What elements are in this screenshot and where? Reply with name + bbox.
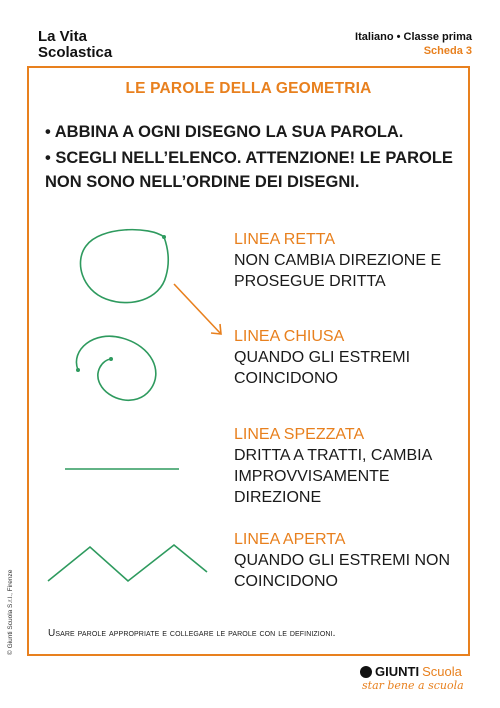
subject-label: Italiano • Classe prima [355, 31, 472, 43]
term-linea-chiusa [234, 326, 474, 389]
term-name: LINEA CHIUSA [234, 328, 345, 345]
publisher-name-b: Scuola [422, 664, 462, 679]
term-linea-spezzata [234, 424, 474, 508]
arrow-icon [174, 284, 221, 334]
open-line-dot-start [76, 368, 80, 372]
term-name: LINEA SPEZZATA [234, 426, 365, 443]
open-line-drawing [76, 336, 155, 400]
term-name: LINEA APERTA [234, 531, 346, 548]
instruction-1: • ABBINA A OGNI DISEGNO LA SUA PAROLA. [45, 123, 404, 141]
broken-line-drawing [48, 545, 207, 581]
worksheet-title: LE PAROLE DELLA GEOMETRIA [125, 80, 372, 97]
term-definition: QUANDO GLI ESTREMI COINCIDONO [234, 349, 411, 387]
giunti-logo-icon [360, 666, 372, 678]
closed-line-drawing [80, 230, 168, 303]
term-name: LINEA RETTA [234, 231, 336, 248]
logo-line-2: Scolastica [38, 44, 113, 61]
term-definition: QUANDO GLI ESTREMI NON COINCIDONO [234, 552, 451, 590]
term-linea-aperta [234, 529, 474, 592]
term-definition: NON CAMBIA DIREZIONE E PROSEGUE DRITTA [234, 252, 442, 290]
instruction-2: • SCEGLI NELL’ELENCO. ATTENZIONE! LE PAROLE NON SONO NELL’ORDINE DEI DISEGNI. [45, 149, 453, 191]
open-line-dot-end [109, 357, 113, 361]
publisher-tagline: star bene a scuola [362, 679, 464, 692]
closed-line-dot [162, 235, 166, 239]
copyright-notice: © Giunti Scuola S.r.l., Firenze [7, 569, 14, 655]
publisher-name-a: GIUNTI [375, 664, 420, 679]
sheet-label: Scheda 3 [423, 45, 472, 57]
giunti-scuola-logo [360, 664, 470, 692]
term-linea-retta [234, 229, 474, 292]
logo-line-1: La Vita [38, 28, 87, 45]
term-definition: DRITTA A TRATTI, CAMBIA IMPROVVISAMENTE DIREZIONE [234, 447, 432, 506]
footer-instruction: Usare parole appropriate e collegare le parole con le definizioni. [48, 628, 336, 639]
